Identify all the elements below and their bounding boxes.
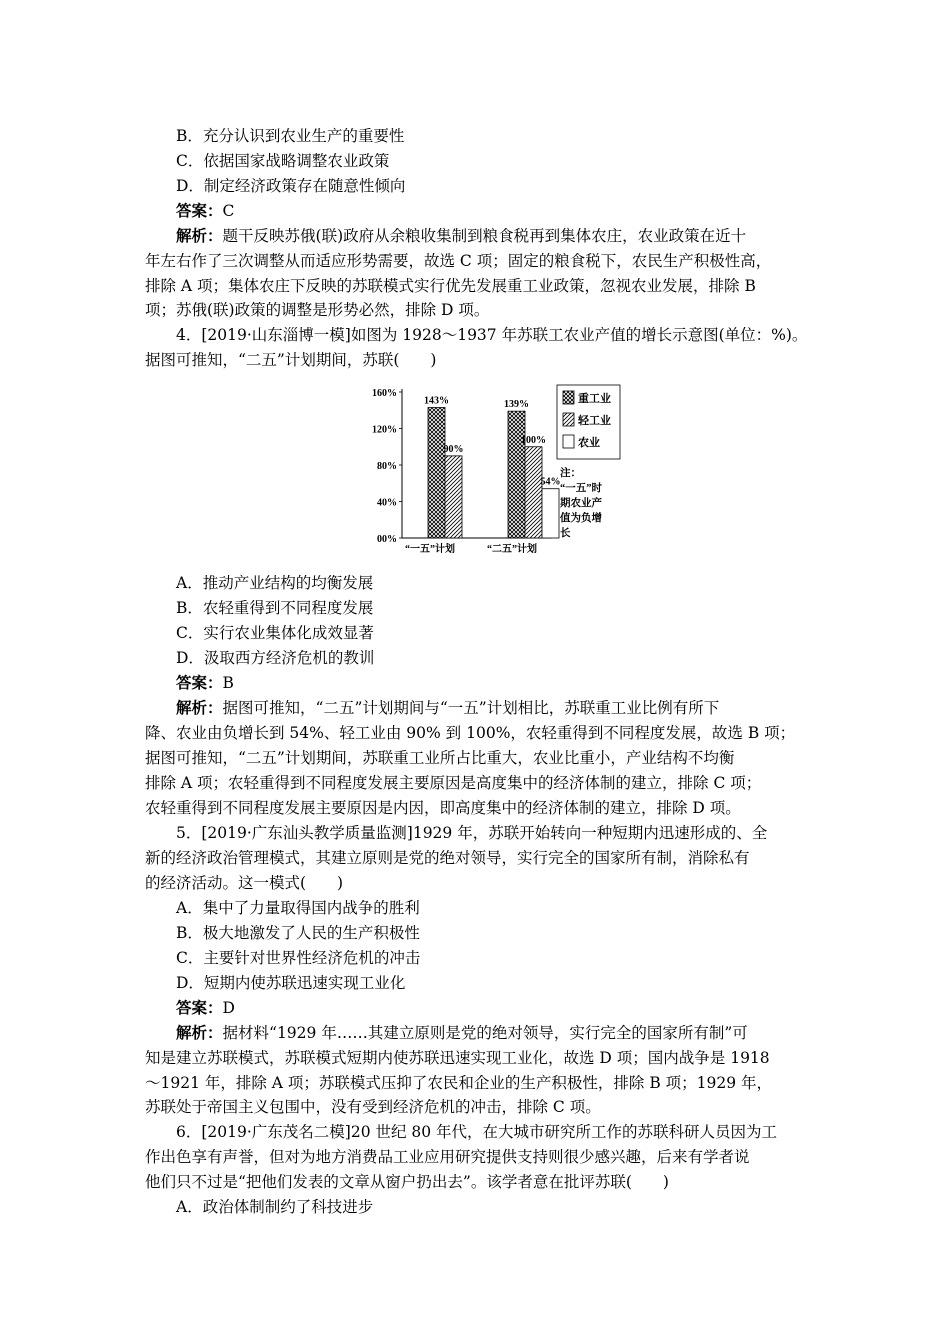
legend-swatch (563, 435, 574, 448)
analysis-text: 据材料“1929 年……其建立原则是党的绝对领导，实行完全的国家所有制”可 (222, 1024, 748, 1042)
option-b: B．充分认识到农业生产的重要性 (176, 127, 405, 145)
chart-note: 值为负增 (560, 513, 602, 524)
x-category-label: “二五”计划 (487, 544, 537, 555)
question-stem: 6．[2019·广东茂名二模]20 世纪 80 年代，在大城市研究所工作的苏联科研人员因为工 (176, 1123, 778, 1141)
option-c: C．实行农业集体化成效显著 (176, 624, 374, 642)
option-d: D．制定经济政策存在随意性倾向 (176, 177, 406, 195)
y-tick-label: 00% (377, 534, 397, 545)
data-label: 54% (540, 476, 561, 488)
answer-value: B (222, 674, 234, 692)
question-stem: 5．[2019·广东汕头教学质量监测]1929 年，苏联开始转向一种短期内迅速形成的、全 (176, 824, 768, 842)
data-label: 139% (504, 399, 529, 411)
chart-note: 长 (560, 528, 571, 539)
analysis-label: 解析： (176, 226, 223, 245)
option-c: C．主要针对世界性经济危机的冲击 (176, 949, 421, 967)
answer-line (176, 998, 846, 1018)
analysis-text: 据图可推知，“二五”计划期间，苏联重工业所占比重大，农业比重小，产业结构不均衡 (145, 749, 735, 767)
option-d: D．短期内使苏联迅速实现工业化 (176, 974, 406, 992)
analysis-text: 项；苏俄(联)政策的调整是形势必然，排除 D 项。 (145, 301, 490, 319)
bar-重工业 (508, 411, 525, 538)
analysis-text: 农轻重得到不同程度发展主要原因是内因，即高度集中的经济体制的建立，排除 D 项。 (145, 799, 741, 817)
bar-轻工业 (445, 456, 462, 538)
y-tick-label: 40% (377, 497, 397, 509)
chart-note: 期农业产 (560, 498, 602, 509)
option-a: A．集中了力量取得国内战争的胜利 (176, 899, 420, 917)
analysis-line (176, 698, 846, 718)
option-c: C．依据国家战略调整农业政策 (176, 152, 390, 170)
answer-value: D (222, 999, 235, 1017)
legend-label: 农业 (578, 437, 600, 449)
question-stem: 新的经济政治管理模式，其建立原则是党的绝对领导，实行完全的国家所有制，消除私有 (145, 849, 750, 867)
bar-轻工业 (525, 447, 542, 538)
data-label: 100% (521, 434, 546, 446)
legend-label: 轻工业 (578, 415, 611, 427)
industry-growth-chart (360, 380, 625, 560)
legend-swatch (563, 391, 574, 404)
analysis-text: 据图可推知，“二五”计划期间与“一五”计划相比，苏联重工业比例有所下 (222, 699, 720, 717)
analysis-line (176, 226, 846, 246)
analysis-text: ～1921 年，排除 A 项；苏联模式压抑了农民和企业的生产积极性，排除 B 项；1929 年， (145, 1074, 773, 1092)
y-tick-label: 160% (372, 388, 397, 399)
analysis-text: 题干反映苏俄(联)政府从余粮收集制到粮食税再到集体农庄，农业政策在近十 (222, 227, 747, 245)
analysis-label: 解析： (176, 1023, 223, 1042)
answer-label: 答案： (176, 998, 223, 1017)
analysis-text: 降、农业由负增长到 54%、轻工业由 90% 到 100%，农轻重得到不同程度发展，故选 B 项； (145, 724, 796, 742)
legend-swatch (563, 413, 574, 426)
option-a: A．政治体制制约了科技进步 (176, 1198, 374, 1216)
analysis-line (176, 1023, 846, 1043)
legend-label: 重工业 (578, 393, 611, 405)
analysis-text: 排除 A 项；集体农庄下反映的苏联模式实行优先发展重工业政策，忽视农业发展，排除 B (145, 277, 756, 295)
option-b: B．极大地激发了人民的生产积极性 (176, 924, 420, 942)
bar-重工业 (428, 408, 445, 538)
data-label: 90% (443, 443, 464, 455)
analysis-text: 年左右作了三次调整从而适应形势需要，故选 C 项；固定的粮食税下，农民生产积极性高， (145, 252, 772, 270)
analysis-text: 排除 A 项；农轻重得到不同程度发展主要原因是高度集中的经济体制的建立，排除 C 项； (145, 774, 762, 792)
answer-value: C (222, 202, 235, 220)
x-category-label: “一五”计划 (405, 544, 455, 555)
option-a: A．推动产业结构的均衡发展 (176, 574, 374, 592)
y-tick-label: 80% (377, 461, 397, 472)
answer-label: 答案： (176, 201, 223, 220)
chart-note: “一五”时 (560, 483, 602, 494)
question-stem: 作出色享有声誉，但对为地方消费品工业应用研究提供支持则很少感兴趣，后来有学者说 (145, 1148, 750, 1166)
option-d: D．汲取西方经济危机的教训 (176, 649, 375, 667)
bar-农业 (542, 489, 559, 538)
question-stem: 的经济活动。这一模式( ) (145, 874, 344, 892)
answer-line (176, 201, 846, 221)
option-b: B．农轻重得到不同程度发展 (176, 599, 374, 617)
analysis-text: 苏联处于帝国主义包围中，没有受到经济危机的冲击，排除 C 项。 (145, 1098, 601, 1116)
analysis-label: 解析： (176, 698, 223, 717)
y-tick-label: 120% (372, 424, 397, 436)
answer-label: 答案： (176, 673, 223, 692)
analysis-text: 知是建立苏联模式，苏联模式短期内使苏联迅速实现工业化，故选 D 项；国内战争是 1918 (145, 1049, 770, 1067)
answer-line (176, 673, 846, 693)
question-stem: 4．[2019·山东淄博一模]如图为 1928～1937 年苏联工农业产值的增长示意图(单位：%)。 (176, 326, 808, 344)
data-label: 143% (424, 395, 449, 407)
question-stem: 据图可推知，“二五”计划期间，苏联( ) (145, 351, 437, 369)
question-stem: 他们只不过是“把他们发表的文章从窗户扔出去”。该学者意在批评苏联( ) (145, 1173, 669, 1191)
chart-note: 注： (560, 468, 581, 479)
